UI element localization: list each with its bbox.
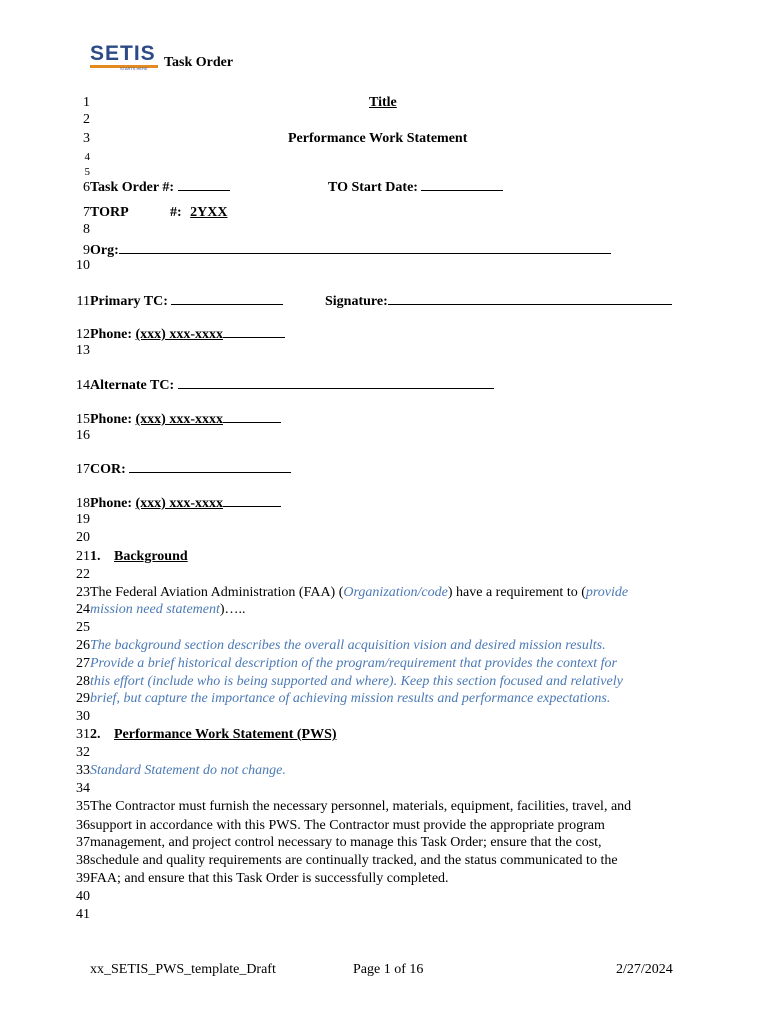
signature-label: Signature: xyxy=(325,294,388,309)
line-5: 5 xyxy=(84,166,90,178)
line-19: 19 xyxy=(76,512,90,527)
cor-field xyxy=(129,460,291,473)
to-start-label: TO Start Date: xyxy=(328,180,418,195)
line-16: 16 xyxy=(76,428,90,443)
bg-organization: Organization/code xyxy=(343,585,448,600)
line-32: 32 xyxy=(76,745,90,760)
line-6: 6Task Order #: xyxy=(0,178,230,196)
line-30: 30 xyxy=(76,709,90,724)
line-20: 20 xyxy=(76,530,90,545)
phone-value-3: (xxx) xxx-xxxx xyxy=(135,496,223,511)
task-order-field xyxy=(178,178,230,191)
line-4: 4 xyxy=(84,151,90,163)
header-title: Task Order xyxy=(164,55,234,70)
torp-value-row: #: 2YXX xyxy=(170,205,233,221)
logo-tagline: STARTS HERE xyxy=(120,66,148,71)
line-40: 40 xyxy=(76,889,90,904)
line-11: 11Primary TC: xyxy=(0,292,283,310)
phone-label-1: Phone: xyxy=(90,327,132,342)
line-14: 14Alternate TC: xyxy=(0,376,494,394)
task-order-label: Task Order #: xyxy=(90,180,175,195)
section1-title: Background xyxy=(114,549,188,564)
alternate-tc-label: Alternate TC: xyxy=(90,378,175,393)
line-36: 36support in accordance with this PWS. The Contractor must provide the appropriate program xyxy=(76,818,605,833)
phone-value-2: (xxx) xxx-xxxx xyxy=(135,412,223,427)
line-39: 39FAA; and ensure that this Task Order is successfully completed. xyxy=(76,871,449,886)
line-28: 28this effort (include who is being supported and where). Keep this section focused and relatively xyxy=(76,674,623,689)
section1-number: 1. xyxy=(90,549,101,564)
signature-field xyxy=(388,292,672,305)
footer-date: 2/27/2024 xyxy=(616,962,673,977)
line-26: 26The background section describes the overall acquisition vision and desired mission results. xyxy=(76,638,606,653)
line-22: 22 xyxy=(76,567,90,582)
line-1: 1 xyxy=(83,95,90,110)
line-25: 25 xyxy=(76,620,90,635)
line-15: 15Phone: (xxx) xxx-xxxx xyxy=(0,410,281,428)
doc-subtitle: Performance Work Statement xyxy=(288,131,468,146)
to-start-date-row xyxy=(328,178,503,196)
line-31: 312. Performance Work Statement (PWS) xyxy=(76,727,337,742)
line-18: 18Phone: (xxx) xxx-xxxx xyxy=(0,494,281,512)
line-38: 38schedule and quality requirements are continually tracked, and the status communicated to the xyxy=(76,853,618,868)
line-3: 3 xyxy=(83,131,90,146)
line-17: 17COR: xyxy=(0,460,291,478)
phone-label-2: Phone: xyxy=(90,412,132,427)
section2-number: 2. xyxy=(90,727,101,742)
primary-tc-label: Primary TC: xyxy=(90,294,168,309)
line-27: 27Provide a brief historical description of the program/requirement that provides the context for xyxy=(76,656,617,671)
line-29: 29brief, but capture the importance of achieving mission results and performance expectations. xyxy=(76,691,611,706)
cor-label: COR: xyxy=(90,462,126,477)
line-9: 9Org: xyxy=(0,241,611,259)
footer-filename: xx_SETIS_PWS_template_Draft xyxy=(90,962,276,977)
line-24: 24mission need statement)….. xyxy=(76,602,246,617)
org-field xyxy=(119,241,611,254)
torp-label: TORP xyxy=(90,205,129,220)
line-41: 41 xyxy=(76,907,90,922)
standard-statement: Standard Statement do not change. xyxy=(90,763,286,778)
line-21: 211. Background xyxy=(76,549,188,564)
line-2: 2 xyxy=(83,112,90,127)
line-23: 23The Federal Aviation Administration (FAA) (Organization/code) have a requirement to (provide xyxy=(76,585,629,600)
org-label: Org: xyxy=(90,243,119,258)
line-8: 8 xyxy=(83,222,90,237)
line-10: 10 xyxy=(76,258,90,273)
line-12: 12Phone: (xxx) xxx-xxxx xyxy=(0,325,285,343)
to-start-field xyxy=(421,178,503,191)
section2-title: Performance Work Statement (PWS) xyxy=(114,727,337,742)
line-34: 34 xyxy=(76,781,90,796)
logo-text: SETIS xyxy=(90,42,156,65)
setis-logo xyxy=(90,44,158,70)
line-13: 13 xyxy=(76,343,90,358)
line-33: 33Standard Statement do not change. xyxy=(76,763,286,778)
line-37: 37management, and project control necessary to manage this Task Order; ensure that the cost, xyxy=(76,835,602,850)
line-7: 7TORP xyxy=(83,205,129,220)
doc-title: Title xyxy=(369,95,397,110)
footer-page: Page 1 of 16 xyxy=(353,962,424,977)
line-35: 35The Contractor must furnish the necessary personnel, materials, equipment, facilities, travel, and xyxy=(76,799,632,814)
torp-value: 2YXX xyxy=(190,205,228,220)
primary-tc-field xyxy=(171,292,283,305)
phone-value-1: (xxx) xxx-xxxx xyxy=(135,327,223,342)
signature-row xyxy=(325,292,672,310)
alternate-tc-field xyxy=(178,376,494,389)
phone-label-3: Phone: xyxy=(90,496,132,511)
